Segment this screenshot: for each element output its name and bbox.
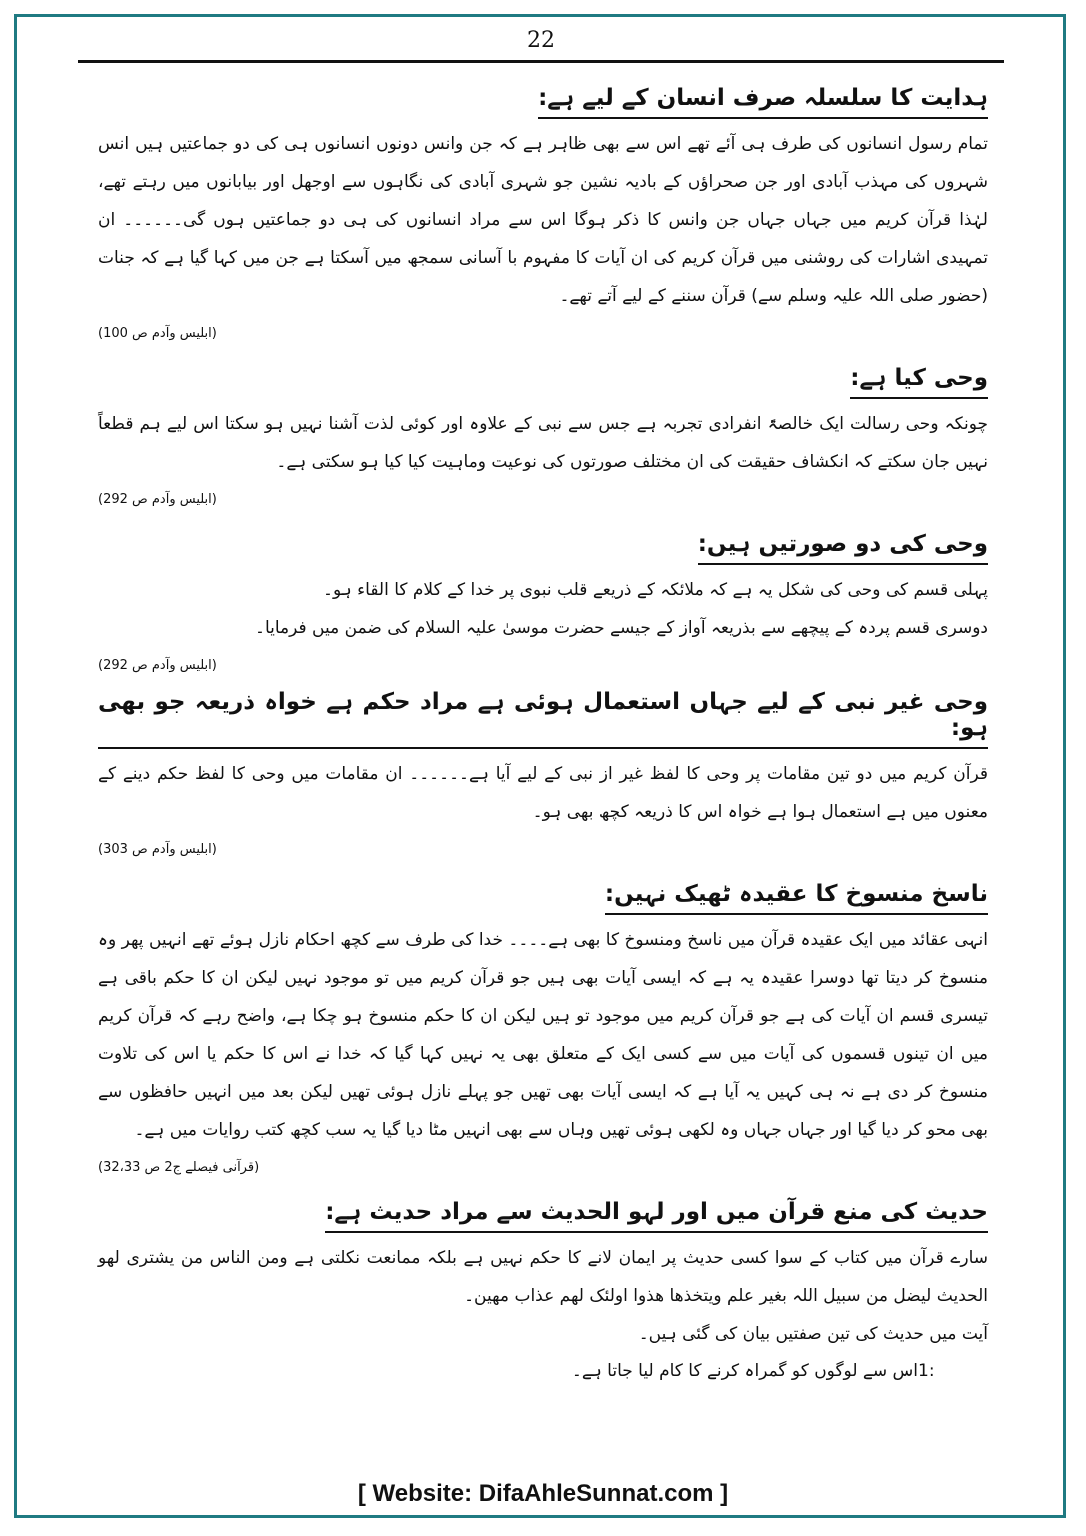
citation: (ابلیس وآدم ص 100) bbox=[98, 326, 217, 341]
page-body bbox=[98, 85, 988, 1389]
citation: (قرآنی فیصلے ج2 ص 32،33) bbox=[98, 1160, 260, 1175]
paragraph: تمام رسول انسانوں کی طرف ہی آئے تھے اس سے بھی ظاہر ہے کہ جن وانس دونوں انسانوں ہی کی دو جماعتیں ہیں انس شہروں کی مہذب آبادی اور جن صحراؤں کے بادیہ نشین جو شہری آبادی کی نگاہوں سے اوجھل اور بیابانوں میں رہتے تھے، لہٰذا قرآن کریم میں جہاں جہاں جن وانس کا ذکر ہوگا اس سے مراد انسانوں کی ہی دو جماعتیں ہوں گی۔۔۔۔۔۔ ان تمہیدی اشارات کی روشنی میں قرآن کریم کی ان آیات کا مفہوم با آسانی سمجھ میں آسکتا ہے جن میں کہا گیا ہے کہ جنات (حضور صلی اللہ علیہ وسلم سے) قرآن سننے کے لیے آتے تھے۔ bbox=[98, 134, 988, 306]
item-text: اس سے لوگوں کو گمراہ کرنے کا کام لیا جاتا ہے۔ bbox=[571, 1361, 918, 1381]
section-heading: حدیث کی منع قرآن میں اور لہو الحدیث سے مراد حدیث ہے: bbox=[325, 1199, 988, 1233]
section-heading: وحی غیر نبی کے لیے جہاں استعمال ہوئی ہے مراد حکم ہے خواہ ذریعہ جو بھی ہو: bbox=[98, 689, 988, 749]
section-wahi-ghair-nabi bbox=[98, 689, 988, 863]
page-header bbox=[78, 30, 1004, 63]
section-heading: وحی کی دو صورتیں ہیں: bbox=[698, 531, 988, 565]
paragraph: قرآن کریم میں دو تین مقامات پر وحی کا لفظ غیر از نبی کے لیے آیا ہے۔۔۔۔۔۔ ان مقامات میں وحی کا لفظ حکم دینے کے معنوں میں ہے استعمال ہوا ہے خواہ اس کا ذریعہ کچھ بھی ہو۔ bbox=[98, 764, 988, 822]
citation: (ابلیس وآدم ص 292) bbox=[98, 492, 217, 507]
citation: (ابلیس وآدم ص 303) bbox=[98, 842, 217, 857]
paragraph: انہی عقائد میں ایک عقیدہ قرآن میں ناسخ ومنسوخ کا بھی ہے۔۔۔۔ خدا کی طرف سے کچھ احکام نازل ہوئے تھے انہیں پھر وہ منسوخ کر دیتا تھا دوسرا عقیدہ یہ ہے کہ ایسی آیات بھی ہیں جو قرآن کریم میں تو موجود نہیں لیکن ان کا حکم باقی ہے تیسری قسم ان آیات کی ہے جو قرآن کریم میں موجود تو ہیں لیکن ان کا حکم منسوخ ہو چکا ہے، واضح رہے کہ قرآن کریم میں ان تینوں قسموں کی آیات میں سے کسی ایک کے متعلق بھی یہ نہیں کہا گیا کہ خدا نے اس کا حکم یا اس کی تلاوت منسوخ کر دی ہے نہ ہی کہیں یہ آیا ہے کہ ایسی آیات بھی تھیں جو پہلے نازل ہوئی تھیں لیکن بعد میں انہیں حافظوں سے بھی محو کر دیا گیا اور جہاں جہاں وہ لکھی ہوئی تھیں وہاں سے بھی انہیں مٹا دیا گیا یہ سب کچھ کتب روایات میں ہے۔ bbox=[98, 930, 988, 1140]
section-heading: وحی کیا ہے: bbox=[850, 365, 988, 399]
section-heading: ہدایت کا سلسلہ صرف انسان کے لیے ہے: bbox=[538, 85, 988, 119]
paragraph: دوسری قسم پردہ کے پیچھے سے بذریعہ آواز کے جیسے حضرت موسیٰ علیہ السلام کی ضمن میں فرمایا۔ bbox=[254, 618, 988, 638]
item-number: 1: bbox=[918, 1361, 935, 1381]
citation: (ابلیس وآدم ص 292) bbox=[98, 658, 217, 673]
section-wahi bbox=[98, 365, 988, 513]
header-rule bbox=[78, 60, 1004, 63]
numbered-item bbox=[98, 1353, 988, 1389]
paragraph: سارے قرآن میں کتاب کے سوا کسی حدیث پر ایمان لانے کا حکم نہیں ہے بلکہ ممانعت نکلتی ہے ومن الناس من یشتری لھو الحدیث لیضل من سبیل اللہ بغیر علم ویتخذھا ھذوا اولئک لھم عذاب مھین۔ bbox=[98, 1248, 988, 1306]
paragraph: آیت میں حدیث کی تین صفتیں بیان کی گئی ہیں۔ bbox=[638, 1324, 988, 1344]
section-heading: ناسخ منسوخ کا عقیدہ ٹھیک نہیں: bbox=[605, 881, 988, 915]
section-hidayat bbox=[98, 85, 988, 347]
paragraph: پہلی قسم کی وحی کی شکل یہ ہے کہ ملائکہ کے ذریعے قلب نبوی پر خدا کے کلام کا القاء ہو۔ bbox=[323, 580, 988, 600]
section-wahi-types bbox=[98, 531, 988, 679]
section-naskh bbox=[98, 881, 988, 1181]
website-footer: [ Website: DifaAhleSunnat.com ] bbox=[357, 1480, 729, 1507]
section-hadith bbox=[98, 1199, 988, 1389]
page-number: 22 bbox=[527, 28, 555, 53]
paragraph: چونکہ وحی رسالت ایک خالصۃً انفرادی تجربہ ہے جس سے نبی کے علاوہ اور کوئی لذت آشنا نہیں ہو سکتا اس لیے ہم قطعاً نہیں جان سکتے کہ انکشاف حقیقت کی ان مختلف صورتوں کی نوعیت وماہیت کیا کیا ہو سکتی ہے۔ bbox=[98, 414, 988, 472]
